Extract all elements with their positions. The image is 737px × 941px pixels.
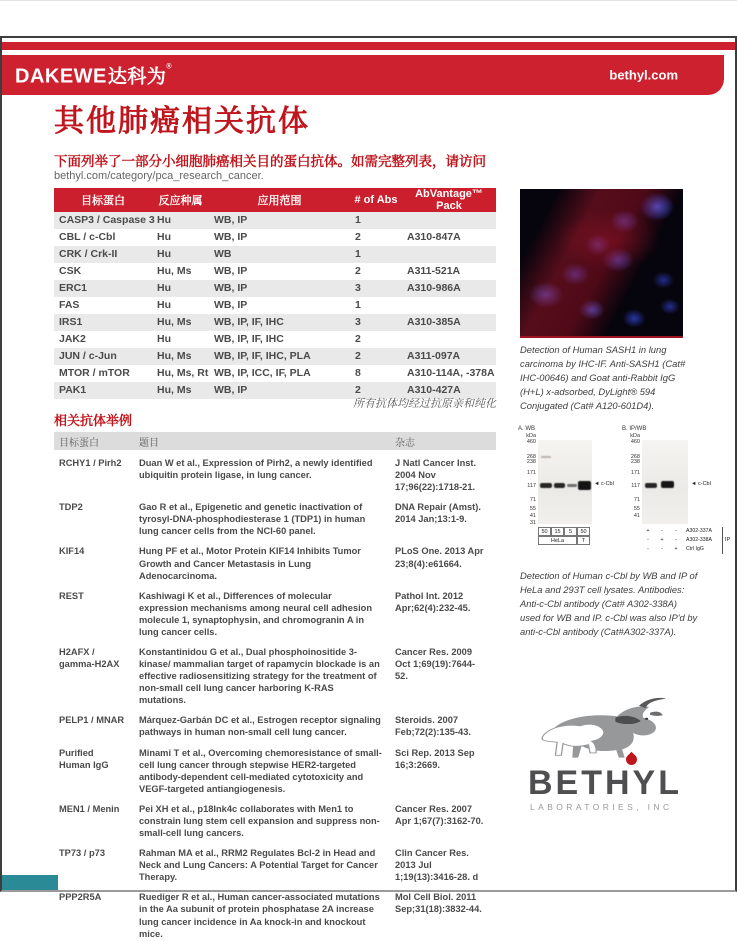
ip-mark: + — [660, 537, 664, 543]
bethyl-logo-name: BETHYL — [528, 764, 682, 802]
antibody-cell: 2 — [355, 265, 361, 277]
lane-amount: 5 — [564, 527, 577, 536]
example-title: Ruediger R et al., Human cancer-associated mutations in the Aa subunit of protein phosphatase 2A increase lung cancer incidence in Aa knock-in and knockout mice. — [139, 892, 380, 939]
kda-marker: 268 — [630, 454, 640, 460]
intro-text: 下面列举了一部分小细胞肺癌相关目的蛋白抗体。如需完整列表，请访问 — [54, 154, 486, 169]
antibody-cell: Hu — [152, 280, 209, 297]
antibody-col-header: # of Abs — [350, 188, 402, 212]
antibody-cell: CBL / c-Cbl — [59, 231, 116, 243]
antibody-table-header-row — [54, 188, 496, 212]
panel-b-label: B. IP/WB — [622, 426, 647, 432]
kda-marker: 460 — [526, 439, 536, 445]
antibody-cell: WB, IP — [209, 280, 350, 297]
ip-mark: - — [661, 546, 663, 552]
antibody-cell: Hu — [157, 299, 171, 311]
antibody-cell: WB, IP — [214, 231, 248, 243]
antibody-row — [54, 263, 496, 280]
ip-bracket-label: IP — [725, 537, 731, 543]
example-title: Duan W et al., Expression of Pirh2, a newly identified ubiquitin protein ligase, in lung cancer. — [139, 458, 373, 481]
header-bar — [2, 55, 724, 95]
example-title: Kashiwagi K et al., Differences of molecular expression mechanisms among neural cell adhesion molecule 1, synaptophysin, and chromogranin A in lung cancer cells. — [139, 590, 373, 637]
kda-marker: 117 — [527, 483, 536, 489]
example-target: KIF14 — [59, 546, 85, 557]
ip-mark: - — [647, 537, 649, 543]
kda-marker: 171 — [526, 470, 536, 476]
kda-marker: 238 — [526, 459, 536, 465]
band-arrow-icon: ◄ c-Cbl — [594, 481, 614, 487]
panel-a-label: A. WB — [518, 426, 536, 432]
antibody-cell: JAK2 — [59, 333, 86, 345]
ip-antibody-label: Ctrl IgG — [686, 546, 704, 552]
example-title: Konstantinidou G et al., Dual phosphoinositide 3-kinase/ mammalian target of rapamycin blockade is an effective radiosensitizing strategy for the treatment of non-small cell lung cancer harboring K-RAS mutations. — [139, 647, 380, 706]
example-journal: Cancer Res. 2009 Oct 1;69(19):7644-52. — [395, 647, 476, 682]
kda-marker: 71 — [633, 497, 640, 503]
example-row — [54, 583, 496, 639]
antibody-cell: 2 — [350, 382, 402, 399]
antibody-cell — [402, 246, 496, 263]
antibody-cell — [402, 331, 496, 348]
example-journal: Mol Cell Biol. 2011 Sep;31(18):3832-44. — [395, 892, 482, 915]
example-target: REST — [59, 590, 84, 601]
kda-label: kDa — [526, 433, 536, 439]
example-journal: DNA Repair (Amst). 2014 Jan;13:1-9. — [395, 502, 481, 525]
page-frame — [0, 36, 737, 939]
ip-bracket — [722, 527, 723, 554]
registered-mark: ® — [166, 63, 173, 71]
antibody-row — [54, 297, 496, 314]
kda-label: kDa — [630, 433, 640, 439]
example-journal: Pathol Int. 2012 Apr;62(4):232-45. — [395, 590, 471, 613]
antibody-cell: Hu — [152, 246, 209, 263]
ip-mark: + — [646, 528, 650, 534]
wb-panel-a — [518, 426, 618, 560]
antibody-cell: FAS — [59, 299, 80, 311]
antibody-row — [54, 348, 496, 365]
examples-col-header: 杂志 — [390, 432, 496, 450]
example-journal: Cancer Res. 2007 Apr 1;67(7):3162-70. — [395, 803, 484, 826]
bethyl-logo — [528, 694, 728, 864]
caption-divider — [520, 336, 683, 338]
antibody-cell: WB, IP — [209, 382, 350, 399]
antibody-cell: A310-986A — [402, 280, 496, 297]
example-journal: Steroids. 2007 Feb;72(2):135-43. — [395, 715, 471, 738]
antibody-cell: A310-427A — [402, 382, 496, 399]
antibody-cell: Hu — [157, 231, 171, 243]
antibody-cell: WB, IP — [209, 212, 350, 229]
example-target: H2AFX / gamma-H2AX — [59, 647, 120, 670]
antibody-cell: JUN / c-Jun — [54, 348, 152, 365]
ccbl-caption: Detection of Human c-Cbl by WB and IP of HeLa and 293T cell lysates. Antibodies: Anti-c-Cbl antibody (Cat# A302-338A) used for WB and IP. c-Cbl was also IP'd by anti-c-Cbl antibody (Cat#A302-337A). — [520, 570, 698, 638]
catalog-url-link[interactable]: bethyl.com/category/pca_research_cancer. — [54, 170, 264, 182]
kda-marker: 268 — [526, 454, 536, 460]
wb-panel-b — [622, 426, 730, 560]
band-arrow-icon: ◄ c-Cbl — [691, 481, 711, 487]
kda-marker: 41 — [633, 513, 640, 519]
band-label: c-Cbl — [697, 481, 711, 487]
western-blot-figure — [518, 426, 730, 560]
example-row — [54, 639, 496, 707]
dakewe-logo — [15, 62, 172, 89]
antibody-cell: 3 — [350, 280, 402, 297]
antibody-cell: Hu — [157, 333, 171, 345]
kda-marker: 55 — [633, 506, 640, 512]
example-target: TP73 / p73 — [59, 848, 105, 859]
example-row — [54, 494, 496, 538]
antibody-cell: WB, IP, IF, IHC, PLA — [209, 348, 350, 365]
example-row — [54, 740, 496, 796]
antibody-cell: A310-847A — [407, 231, 461, 243]
example-journal: J Natl Cancer Inst. 2004 Nov 17;96(22):1718-21. — [395, 458, 477, 493]
antibody-cell: WB, IP — [214, 265, 248, 277]
ip-mark: - — [647, 546, 649, 552]
antibody-cell: A310-385A — [402, 314, 496, 331]
antibody-cell: Hu, Ms — [152, 382, 209, 399]
bethyl-logo-subtitle: LABORATORIES, INC — [530, 802, 673, 812]
kda-marker: 41 — [529, 513, 536, 519]
header-top-strip — [2, 42, 735, 50]
example-target: PELP1 / MNAR — [59, 715, 125, 726]
ip-mark: + — [674, 546, 678, 552]
antibody-row — [54, 212, 496, 229]
example-title: Gao R et al., Epigenetic and genetic inactivation of tyrosyl-DNA-phosphodiesterase 1 (TDP1) in human lung cancer cells from the NCI-60 panel. — [139, 502, 366, 537]
antibody-cell: Hu, Ms — [152, 348, 209, 365]
example-target: TDP2 — [59, 502, 83, 513]
antibody-cell: 2 — [350, 348, 402, 365]
lane-group: T — [577, 536, 590, 545]
antibody-cell: ERC1 — [54, 280, 152, 297]
antibody-cell: A311-097A — [402, 348, 496, 365]
example-row — [54, 707, 496, 739]
kda-marker: 460 — [630, 439, 640, 445]
antibody-cell: CRK / Crk-II — [54, 246, 152, 263]
footer-teal-bar — [2, 875, 58, 890]
blot-image-a — [538, 440, 592, 524]
antibody-cell: WB, IP, IF, IHC — [214, 333, 284, 345]
antibody-cell: 8 — [355, 367, 361, 379]
kda-marker: 71 — [529, 497, 536, 503]
example-target: MEN1 / Menin — [59, 803, 120, 814]
antibody-cell: Hu, Ms — [157, 265, 192, 277]
ip-mark: - — [675, 528, 677, 534]
antibody-cell: PAK1 — [54, 382, 152, 399]
example-title: Hung PF et al., Motor Protein KIF14 Inhibits Tumor Growth and Cancer Metastasis in Lung Adenocarcinoma. — [139, 546, 361, 581]
bethyl-site-link[interactable]: bethyl.com — [609, 67, 678, 83]
antibody-col-header: 目标蛋白 — [54, 188, 152, 212]
examples-table — [54, 432, 496, 941]
ip-mark: - — [675, 537, 677, 543]
antibody-cell: 1 — [350, 246, 402, 263]
purification-note: 所有抗体均经过抗原亲和纯化 — [353, 398, 496, 410]
antibody-cell: WB — [209, 246, 350, 263]
ip-antibody-label: A302-337A — [686, 528, 712, 534]
example-title: Rahman MA et al., RRM2 Regulates Bcl-2 in Head and Neck and Lung Cancers: A Potential Target for Cancer Therapy. — [139, 848, 378, 883]
dakewe-logo-en: DAKEWE — [15, 65, 107, 88]
antibody-cell — [402, 297, 496, 314]
ip-antibody-label: A302-338A — [686, 537, 712, 543]
antibody-cell: Hu, Ms — [152, 314, 209, 331]
antibody-cell: 1 — [355, 299, 361, 311]
antibody-row — [54, 314, 496, 331]
antibody-cell: A310-114A, -378A — [407, 367, 495, 379]
kda-marker: 117 — [631, 483, 640, 489]
antibody-cell: CSK — [59, 265, 82, 277]
antibody-row — [54, 331, 496, 348]
antibody-cell: 2 — [355, 333, 361, 345]
antibody-row — [54, 365, 496, 382]
kda-marker: 31 — [529, 520, 536, 526]
antibody-cell: CASP3 / Caspase 3 — [54, 212, 152, 229]
ip-mark: - — [661, 528, 663, 534]
examples-table-header-row — [54, 432, 496, 450]
antibody-cell: MTOR / mTOR — [59, 367, 130, 379]
antibody-cell: IRS1 — [54, 314, 152, 331]
example-row — [54, 538, 496, 582]
antibody-table — [54, 188, 496, 399]
band-label: c-Cbl — [600, 481, 614, 487]
antibody-row — [54, 229, 496, 246]
antibody-cell: WB, IP — [214, 299, 248, 311]
example-journal: PLoS One. 2013 Apr 23;8(4):e61664. — [395, 546, 484, 569]
kda-marker: 55 — [529, 506, 536, 512]
example-row — [54, 884, 496, 940]
kda-marker: 171 — [630, 470, 640, 476]
antibody-cell: WB, IP, ICC, IF, PLA — [214, 367, 311, 379]
ihc-if-micrograph — [520, 189, 683, 336]
examples-section-title: 相关抗体举例 — [54, 413, 133, 428]
antibody-col-header: 应用范围 — [209, 188, 350, 212]
example-target: Purified Human IgG — [59, 747, 109, 770]
goat-logo-illustration — [536, 694, 688, 760]
example-journal: Sci Rep. 2013 Sep 16;3:2669. — [395, 747, 475, 770]
example-row — [54, 840, 496, 884]
examples-col-header: 题目 — [134, 432, 390, 450]
lane-group: HeLa — [538, 536, 577, 545]
kda-marker: 238 — [630, 459, 640, 465]
antibody-col-header: AbVantage™ Pack — [402, 188, 496, 212]
example-row — [54, 450, 496, 494]
lane-amount: 50 — [577, 527, 590, 536]
antibody-cell: 3 — [350, 314, 402, 331]
lane-amount: 50 — [538, 527, 551, 536]
antibody-row — [54, 280, 496, 297]
antibody-cell: WB, IP, IF, IHC — [209, 314, 350, 331]
antibody-cell: Hu, Ms, Rt — [157, 367, 209, 379]
dakewe-logo-cn: 达科为 — [107, 66, 167, 88]
antibody-cell — [402, 212, 496, 229]
example-title: Márquez-Garbán DC et al., Estrogen receptor signaling pathways in human non-small cell lung cancer. — [139, 715, 381, 738]
example-row — [54, 796, 496, 840]
page-title: 其他肺癌相关抗体 — [54, 105, 310, 138]
antibody-cell: 2 — [355, 231, 361, 243]
antibody-row — [54, 246, 496, 263]
example-title: Pei XH et al., p18Ink4c collaborates with Men1 to constrain lung stem cell expansion and suppress non-small-cell lung cancers. — [139, 803, 380, 839]
antibody-cell: A311-521A — [407, 265, 461, 277]
example-title: Minami T et al., Overcoming chemoresistance of small-cell lung cancer through stepwise HER2-targeted antibody-dependent cell-mediated cytotoxicity and VEGF-targeted antiangiogenesis. — [139, 747, 382, 794]
antibody-cell: 1 — [350, 212, 402, 229]
sash1-caption: Detection of Human SASH1 in lung carcinoma by IHC-IF. Anti-SASH1 (Cat# IHC-00646) and Goat anti-Rabbit IgG (H+L) x-adsorbed, DyLight® 594 Conjugated (Cat# A120-601D4). — [520, 344, 686, 412]
example-target: RCHY1 / Pirh2 — [59, 458, 122, 468]
antibody-cell: Hu — [152, 212, 209, 229]
examples-col-header: 目标蛋白 — [54, 432, 134, 450]
blot-image-b — [642, 440, 688, 524]
example-target: PPP2R5A — [59, 892, 102, 903]
lane-amount: 15 — [551, 527, 564, 536]
example-journal: Clin Cancer Res. 2013 Jul 1;19(13):3416-28. d — [395, 848, 479, 883]
antibody-col-header: 反应种属 — [152, 188, 209, 212]
